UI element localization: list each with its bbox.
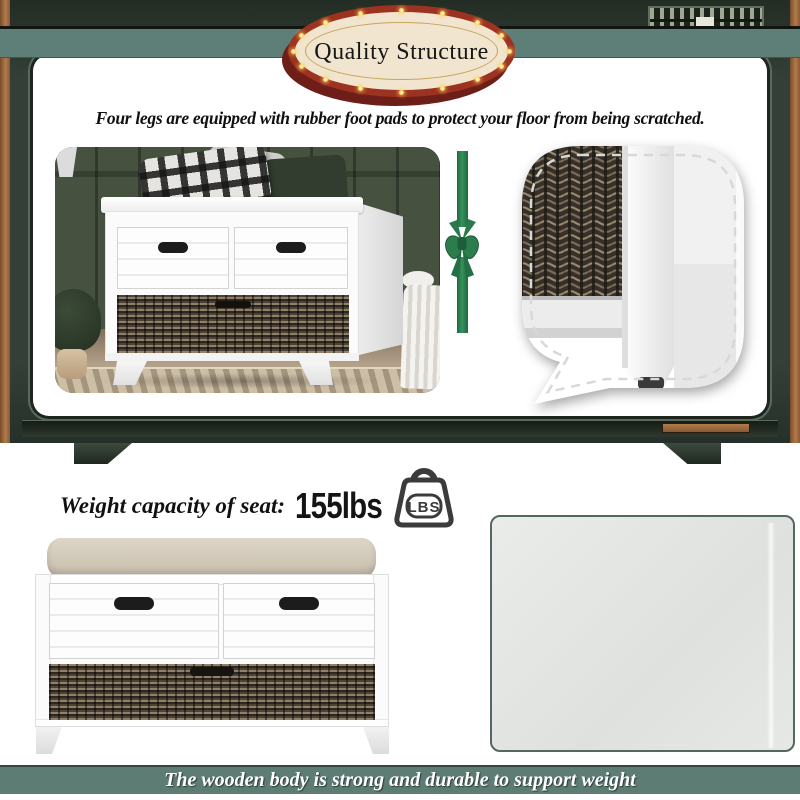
feature-headline: Four legs are equipped with rubber foot pads to protect your floor from being scratched. — [95, 108, 705, 128]
bench-leg-zoom — [622, 146, 674, 386]
lifestyle-photo — [55, 147, 440, 393]
footer-text: The wooden body is strong and durable to support weight — [164, 769, 636, 791]
wood-accent-bar — [662, 423, 750, 433]
bench-leg-right — [363, 727, 389, 754]
tv-bottom-panel — [22, 420, 778, 437]
bench-bottom-rail — [105, 353, 359, 361]
wicker-basket — [117, 295, 349, 353]
tv-foot-left — [74, 443, 132, 464]
drawer-handle — [276, 242, 306, 253]
bench-drawer-right — [223, 583, 375, 659]
bench-side-panel — [359, 203, 403, 355]
footer-bar — [0, 765, 800, 794]
tv-foot-right — [663, 443, 721, 464]
wood-trim-left — [0, 0, 10, 443]
bench-drawer-left — [117, 227, 229, 289]
bench-leg-left — [36, 727, 62, 754]
drawer-handle — [114, 597, 154, 610]
bench-drawer-right — [234, 227, 348, 289]
badge-label: Quality Structure — [314, 38, 489, 65]
stitched-detail-bubble — [492, 136, 764, 406]
board-highlight — [767, 523, 775, 748]
wicker-hamper — [400, 284, 440, 390]
bench-stile-right — [373, 575, 388, 726]
lbs-text: LBS — [407, 499, 441, 516]
drawer-handle — [158, 242, 188, 253]
product-photo-front — [25, 532, 397, 757]
plant-pot — [57, 349, 87, 379]
wicker-basket — [49, 664, 375, 720]
seat-cushion — [47, 538, 376, 578]
drawer-handle — [279, 597, 319, 610]
green-ribbon-bow-icon — [441, 151, 481, 333]
wood-board-panel — [490, 515, 795, 752]
basket-handle-slot — [215, 301, 251, 308]
kettlebell-lbs-icon — [393, 460, 455, 534]
bench-bottom-rail — [36, 719, 388, 726]
wood-trim-right — [790, 0, 800, 443]
weight-capacity-row — [60, 480, 401, 532]
basket-handle-slot — [190, 667, 234, 676]
bench-drawer-left — [49, 583, 219, 659]
weight-capacity-label: Weight capacity of seat: — [60, 493, 286, 518]
quality-structure-badge — [288, 5, 515, 97]
weight-capacity-value: 155lbs — [295, 485, 383, 526]
